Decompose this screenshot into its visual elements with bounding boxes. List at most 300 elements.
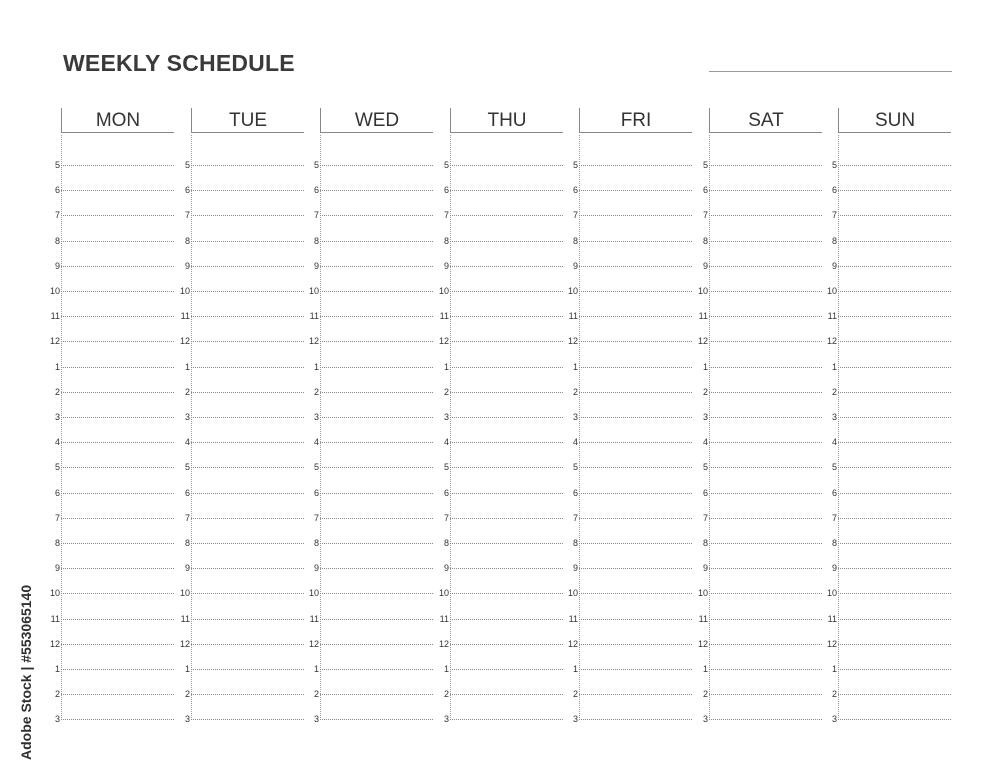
hour-label: 7 <box>54 210 60 221</box>
hour-writing-line <box>61 518 174 519</box>
hour-row[interactable] <box>826 436 951 450</box>
hour-row[interactable] <box>438 209 563 223</box>
hour-row[interactable] <box>49 386 174 400</box>
hour-label: 10 <box>49 286 60 296</box>
hour-row[interactable] <box>438 361 563 375</box>
hour-row[interactable] <box>438 537 563 551</box>
hour-row[interactable] <box>438 335 563 349</box>
hour-label: 12 <box>438 336 449 347</box>
hour-writing-line <box>838 644 951 645</box>
hour-writing-line <box>320 266 433 267</box>
hour-row[interactable] <box>826 461 951 475</box>
hour-row[interactable] <box>438 235 563 249</box>
hour-row[interactable] <box>697 361 822 375</box>
hour-row[interactable] <box>567 209 692 223</box>
hour-label: 9 <box>572 563 578 574</box>
hour-label: 2 <box>443 689 449 700</box>
hour-writing-line <box>61 442 174 443</box>
hour-writing-line <box>191 442 304 443</box>
hour-label: 7 <box>572 210 578 221</box>
hour-row[interactable] <box>49 235 174 249</box>
hour-writing-line <box>709 543 822 544</box>
hour-writing-line <box>61 467 174 468</box>
hour-row[interactable] <box>179 713 304 727</box>
hour-label: 1 <box>831 361 837 372</box>
hour-row[interactable] <box>697 310 822 324</box>
hour-writing-line <box>191 215 304 216</box>
hour-row[interactable] <box>179 310 304 324</box>
hour-writing-line <box>450 341 563 342</box>
hour-label: 3 <box>702 412 708 422</box>
hour-writing-line <box>450 719 563 720</box>
hour-row[interactable] <box>567 184 692 198</box>
hour-row[interactable] <box>567 411 692 425</box>
hour-row[interactable] <box>308 285 433 299</box>
hour-row[interactable] <box>49 361 174 375</box>
hour-row[interactable] <box>567 688 692 702</box>
hour-label: 11 <box>827 613 837 624</box>
hour-row[interactable] <box>697 638 822 652</box>
hour-row[interactable] <box>697 613 822 627</box>
hour-writing-line <box>838 543 951 544</box>
hour-row[interactable] <box>179 688 304 702</box>
hour-writing-line <box>320 367 433 368</box>
hour-row[interactable] <box>49 461 174 475</box>
hour-row[interactable] <box>697 512 822 526</box>
hour-label: 8 <box>313 235 319 246</box>
day-label: SAT <box>748 110 784 131</box>
hour-label: 9 <box>443 563 449 574</box>
hour-writing-line <box>709 291 822 292</box>
hour-writing-line <box>838 669 951 670</box>
hour-label: 6 <box>443 487 449 498</box>
hour-label: 9 <box>313 260 319 271</box>
hour-label: 6 <box>54 487 60 498</box>
hour-writing-line <box>191 316 304 317</box>
hour-writing-line <box>61 543 174 544</box>
hour-writing-line <box>838 215 951 216</box>
hour-row[interactable] <box>49 184 174 198</box>
hour-label: 3 <box>831 412 837 422</box>
hour-label: 8 <box>831 235 837 246</box>
hour-row[interactable] <box>179 335 304 349</box>
hour-row[interactable] <box>179 209 304 223</box>
hour-row[interactable] <box>308 235 433 249</box>
hour-row[interactable] <box>826 260 951 274</box>
hour-row[interactable] <box>49 587 174 601</box>
hour-row[interactable] <box>567 537 692 551</box>
hour-row[interactable] <box>826 335 951 349</box>
hour-label: 2 <box>831 689 837 700</box>
hour-row[interactable] <box>697 209 822 223</box>
hour-label: 7 <box>184 512 190 523</box>
hour-row[interactable] <box>179 461 304 475</box>
hour-label: 9 <box>313 563 319 574</box>
hour-row[interactable] <box>826 159 951 173</box>
hour-label: 6 <box>184 487 190 498</box>
hour-label: 9 <box>184 563 190 574</box>
hour-row[interactable] <box>179 613 304 627</box>
hour-row[interactable] <box>567 587 692 601</box>
hour-writing-line <box>709 190 822 191</box>
hour-row[interactable] <box>49 260 174 274</box>
day-header <box>579 108 692 133</box>
hour-row[interactable] <box>49 411 174 425</box>
hour-row[interactable] <box>697 461 822 475</box>
hour-row[interactable] <box>697 235 822 249</box>
hour-row[interactable] <box>697 537 822 551</box>
hour-writing-line <box>450 669 563 670</box>
hour-row[interactable] <box>438 184 563 198</box>
hour-row[interactable] <box>567 487 692 501</box>
hour-row[interactable] <box>308 537 433 551</box>
hour-label: 9 <box>54 260 60 271</box>
hour-label: 8 <box>831 538 837 548</box>
hour-row[interactable] <box>826 663 951 677</box>
hour-row[interactable] <box>49 688 174 702</box>
hour-row[interactable] <box>438 285 563 299</box>
hour-label: 4 <box>184 437 190 448</box>
hour-label: 1 <box>443 361 449 372</box>
hour-label: 2 <box>831 386 837 397</box>
hour-writing-line <box>838 367 951 368</box>
hour-row[interactable] <box>567 613 692 627</box>
hour-row[interactable] <box>49 638 174 652</box>
hour-row[interactable] <box>438 638 563 652</box>
hour-writing-line <box>450 518 563 519</box>
hour-row[interactable] <box>179 487 304 501</box>
hour-writing-line <box>838 291 951 292</box>
hour-row[interactable] <box>308 310 433 324</box>
hour-writing-line <box>450 593 563 594</box>
hour-row[interactable] <box>308 411 433 425</box>
hour-writing-line <box>450 367 563 368</box>
hour-label: 8 <box>572 235 578 246</box>
hour-writing-line <box>838 190 951 191</box>
hour-label: 2 <box>702 386 708 397</box>
hour-row[interactable] <box>308 159 433 173</box>
hour-row[interactable] <box>179 411 304 425</box>
hour-row[interactable] <box>179 512 304 526</box>
hour-row[interactable] <box>826 512 951 526</box>
hour-writing-line <box>320 215 433 216</box>
hour-row[interactable] <box>567 285 692 299</box>
hour-writing-line <box>191 644 304 645</box>
hour-writing-line <box>320 165 433 166</box>
hour-writing-line <box>709 442 822 443</box>
day-header <box>191 108 304 133</box>
hour-writing-line <box>838 619 951 620</box>
hour-label: 5 <box>702 462 708 473</box>
hour-writing-line <box>579 719 692 720</box>
hour-row[interactable] <box>826 411 951 425</box>
hour-label: 2 <box>184 386 190 397</box>
hour-row[interactable] <box>438 310 563 324</box>
hour-row[interactable] <box>49 335 174 349</box>
hour-label: 6 <box>831 487 837 498</box>
hour-row[interactable] <box>567 512 692 526</box>
hour-row[interactable] <box>179 260 304 274</box>
hour-row[interactable] <box>697 335 822 349</box>
hour-row[interactable] <box>179 159 304 173</box>
hour-row[interactable] <box>49 487 174 501</box>
hour-label: 1 <box>702 361 708 372</box>
hour-writing-line <box>320 518 433 519</box>
hour-row[interactable] <box>308 361 433 375</box>
hour-label: 4 <box>831 437 837 448</box>
hour-row[interactable] <box>826 209 951 223</box>
hour-row[interactable] <box>179 285 304 299</box>
hour-row[interactable] <box>826 537 951 551</box>
day-label: MON <box>95 110 141 131</box>
hour-row[interactable] <box>697 386 822 400</box>
hour-row[interactable] <box>179 562 304 576</box>
hour-label: 1 <box>54 361 60 372</box>
hour-row[interactable] <box>826 613 951 627</box>
hour-writing-line <box>579 467 692 468</box>
hour-label: 2 <box>572 689 578 700</box>
hour-label: 1 <box>572 361 578 372</box>
hour-row[interactable] <box>826 235 951 249</box>
name-write-line <box>709 71 952 72</box>
hour-row[interactable] <box>49 310 174 324</box>
hour-label: 8 <box>184 235 190 246</box>
day-column-wed <box>308 108 433 725</box>
hour-label: 2 <box>54 386 60 397</box>
hour-writing-line <box>450 392 563 393</box>
hour-label: 6 <box>572 185 578 196</box>
hour-row[interactable] <box>308 209 433 223</box>
hour-row[interactable] <box>438 512 563 526</box>
hour-row[interactable] <box>308 587 433 601</box>
page-title: WEEKLY SCHEDULE <box>63 50 295 76</box>
hour-writing-line <box>579 215 692 216</box>
hour-row[interactable] <box>438 688 563 702</box>
hour-row[interactable] <box>308 713 433 727</box>
hour-row[interactable] <box>567 310 692 324</box>
hour-label: 10 <box>49 588 60 599</box>
stock-credit: Adobe Stock | #553065140 <box>18 584 34 760</box>
hour-row[interactable] <box>826 361 951 375</box>
hour-label: 6 <box>184 185 190 196</box>
hour-writing-line <box>709 367 822 368</box>
hour-row[interactable] <box>438 436 563 450</box>
hour-row[interactable] <box>308 260 433 274</box>
hour-row[interactable] <box>49 663 174 677</box>
hour-row[interactable] <box>308 487 433 501</box>
hour-row[interactable] <box>438 461 563 475</box>
hour-row[interactable] <box>438 713 563 727</box>
hour-row[interactable] <box>697 587 822 601</box>
hour-writing-line <box>61 619 174 620</box>
hour-label: 9 <box>184 260 190 271</box>
hour-row[interactable] <box>179 537 304 551</box>
hour-row[interactable] <box>697 663 822 677</box>
hour-label: 1 <box>54 664 60 674</box>
hour-writing-line <box>61 669 174 670</box>
hour-row[interactable] <box>567 638 692 652</box>
hour-row[interactable] <box>308 436 433 450</box>
day-label: WED <box>354 110 400 131</box>
hour-writing-line <box>61 266 174 267</box>
hour-writing-line <box>320 694 433 695</box>
hour-label: 12 <box>826 638 837 649</box>
hour-row[interactable] <box>179 235 304 249</box>
day-column-fri <box>567 108 692 725</box>
hour-writing-line <box>191 467 304 468</box>
hour-row[interactable] <box>438 487 563 501</box>
hour-row[interactable] <box>49 562 174 576</box>
hour-row[interactable] <box>179 638 304 652</box>
day-label: THU <box>487 110 527 131</box>
hour-row[interactable] <box>567 562 692 576</box>
hour-row[interactable] <box>697 713 822 727</box>
hour-row[interactable] <box>697 688 822 702</box>
hour-writing-line <box>838 165 951 166</box>
hour-row[interactable] <box>697 285 822 299</box>
hour-row[interactable] <box>567 235 692 249</box>
hour-row[interactable] <box>697 260 822 274</box>
hour-row[interactable] <box>438 562 563 576</box>
hour-label: 11 <box>50 311 60 322</box>
hour-row[interactable] <box>438 613 563 627</box>
hour-row[interactable] <box>179 587 304 601</box>
hour-row[interactable] <box>308 613 433 627</box>
hour-row[interactable] <box>49 713 174 727</box>
hour-row[interactable] <box>826 386 951 400</box>
hour-row[interactable] <box>697 487 822 501</box>
hour-row[interactable] <box>697 436 822 450</box>
hour-row[interactable] <box>826 688 951 702</box>
hour-row[interactable] <box>567 663 692 677</box>
hour-label: 11 <box>698 613 708 624</box>
hour-row[interactable] <box>567 461 692 475</box>
hour-row[interactable] <box>826 713 951 727</box>
hour-row[interactable] <box>567 713 692 727</box>
hour-row[interactable] <box>49 537 174 551</box>
hour-writing-line <box>838 341 951 342</box>
hour-row[interactable] <box>567 159 692 173</box>
hour-row[interactable] <box>826 285 951 299</box>
hour-row[interactable] <box>179 361 304 375</box>
hour-row[interactable] <box>826 310 951 324</box>
hour-writing-line <box>450 467 563 468</box>
hour-row[interactable] <box>697 184 822 198</box>
hour-row[interactable] <box>179 184 304 198</box>
day-column-sat <box>697 108 822 725</box>
hour-label: 1 <box>702 664 708 674</box>
hour-row[interactable] <box>697 411 822 425</box>
hour-row[interactable] <box>567 436 692 450</box>
hour-row[interactable] <box>49 512 174 526</box>
hour-label: 3 <box>184 714 190 725</box>
hour-writing-line <box>709 165 822 166</box>
hour-row[interactable] <box>49 285 174 299</box>
hour-row[interactable] <box>826 562 951 576</box>
hour-writing-line <box>450 215 563 216</box>
hour-label: 8 <box>313 538 319 548</box>
hour-row[interactable] <box>567 260 692 274</box>
hour-row[interactable] <box>179 436 304 450</box>
hour-row[interactable] <box>438 663 563 677</box>
hour-writing-line <box>61 316 174 317</box>
hour-writing-line <box>579 644 692 645</box>
hour-writing-line <box>709 619 822 620</box>
hour-label: 7 <box>572 512 578 523</box>
hour-row[interactable] <box>49 613 174 627</box>
hour-writing-line <box>579 518 692 519</box>
hour-writing-line <box>709 518 822 519</box>
hour-row[interactable] <box>697 159 822 173</box>
hour-label: 3 <box>313 714 319 725</box>
hour-row[interactable] <box>49 436 174 450</box>
hour-writing-line <box>191 568 304 569</box>
hour-row[interactable] <box>826 184 951 198</box>
hour-label: 10 <box>438 286 449 296</box>
hour-row[interactable] <box>308 335 433 349</box>
hour-label: 2 <box>184 689 190 700</box>
hour-label: 4 <box>702 437 708 448</box>
hour-writing-line <box>450 543 563 544</box>
hour-writing-line <box>450 568 563 569</box>
hour-writing-line <box>709 341 822 342</box>
hour-row[interactable] <box>567 386 692 400</box>
hour-row[interactable] <box>438 159 563 173</box>
hour-label: 3 <box>54 412 60 422</box>
hour-writing-line <box>450 291 563 292</box>
hour-row[interactable] <box>697 562 822 576</box>
hour-row[interactable] <box>308 663 433 677</box>
hour-row[interactable] <box>567 335 692 349</box>
hour-row[interactable] <box>567 361 692 375</box>
hour-row[interactable] <box>308 386 433 400</box>
hour-label: 3 <box>702 714 708 725</box>
hour-label: 11 <box>439 311 449 322</box>
hour-label: 12 <box>49 336 60 347</box>
hour-label: 5 <box>702 160 708 170</box>
hour-row[interactable] <box>438 260 563 274</box>
hour-row[interactable] <box>438 411 563 425</box>
hour-row[interactable] <box>308 638 433 652</box>
hour-writing-line <box>579 568 692 569</box>
hour-row[interactable] <box>826 638 951 652</box>
hour-row[interactable] <box>308 512 433 526</box>
hour-writing-line <box>579 619 692 620</box>
hour-row[interactable] <box>179 663 304 677</box>
hour-row[interactable] <box>438 386 563 400</box>
hour-writing-line <box>709 467 822 468</box>
hour-writing-line <box>191 291 304 292</box>
hour-writing-line <box>320 493 433 494</box>
hour-row[interactable] <box>826 587 951 601</box>
hour-row[interactable] <box>179 386 304 400</box>
hour-writing-line <box>838 568 951 569</box>
hour-label: 11 <box>180 613 190 624</box>
hour-row[interactable] <box>308 461 433 475</box>
hour-row[interactable] <box>308 562 433 576</box>
hour-row[interactable] <box>49 209 174 223</box>
hour-writing-line <box>838 493 951 494</box>
hour-row[interactable] <box>49 159 174 173</box>
hour-row[interactable] <box>308 688 433 702</box>
hour-label: 5 <box>54 462 60 473</box>
hour-row[interactable] <box>438 587 563 601</box>
hour-label: 10 <box>826 286 837 296</box>
hour-label: 10 <box>308 286 319 296</box>
hour-row[interactable] <box>826 487 951 501</box>
hour-writing-line <box>709 593 822 594</box>
hour-row[interactable] <box>308 184 433 198</box>
